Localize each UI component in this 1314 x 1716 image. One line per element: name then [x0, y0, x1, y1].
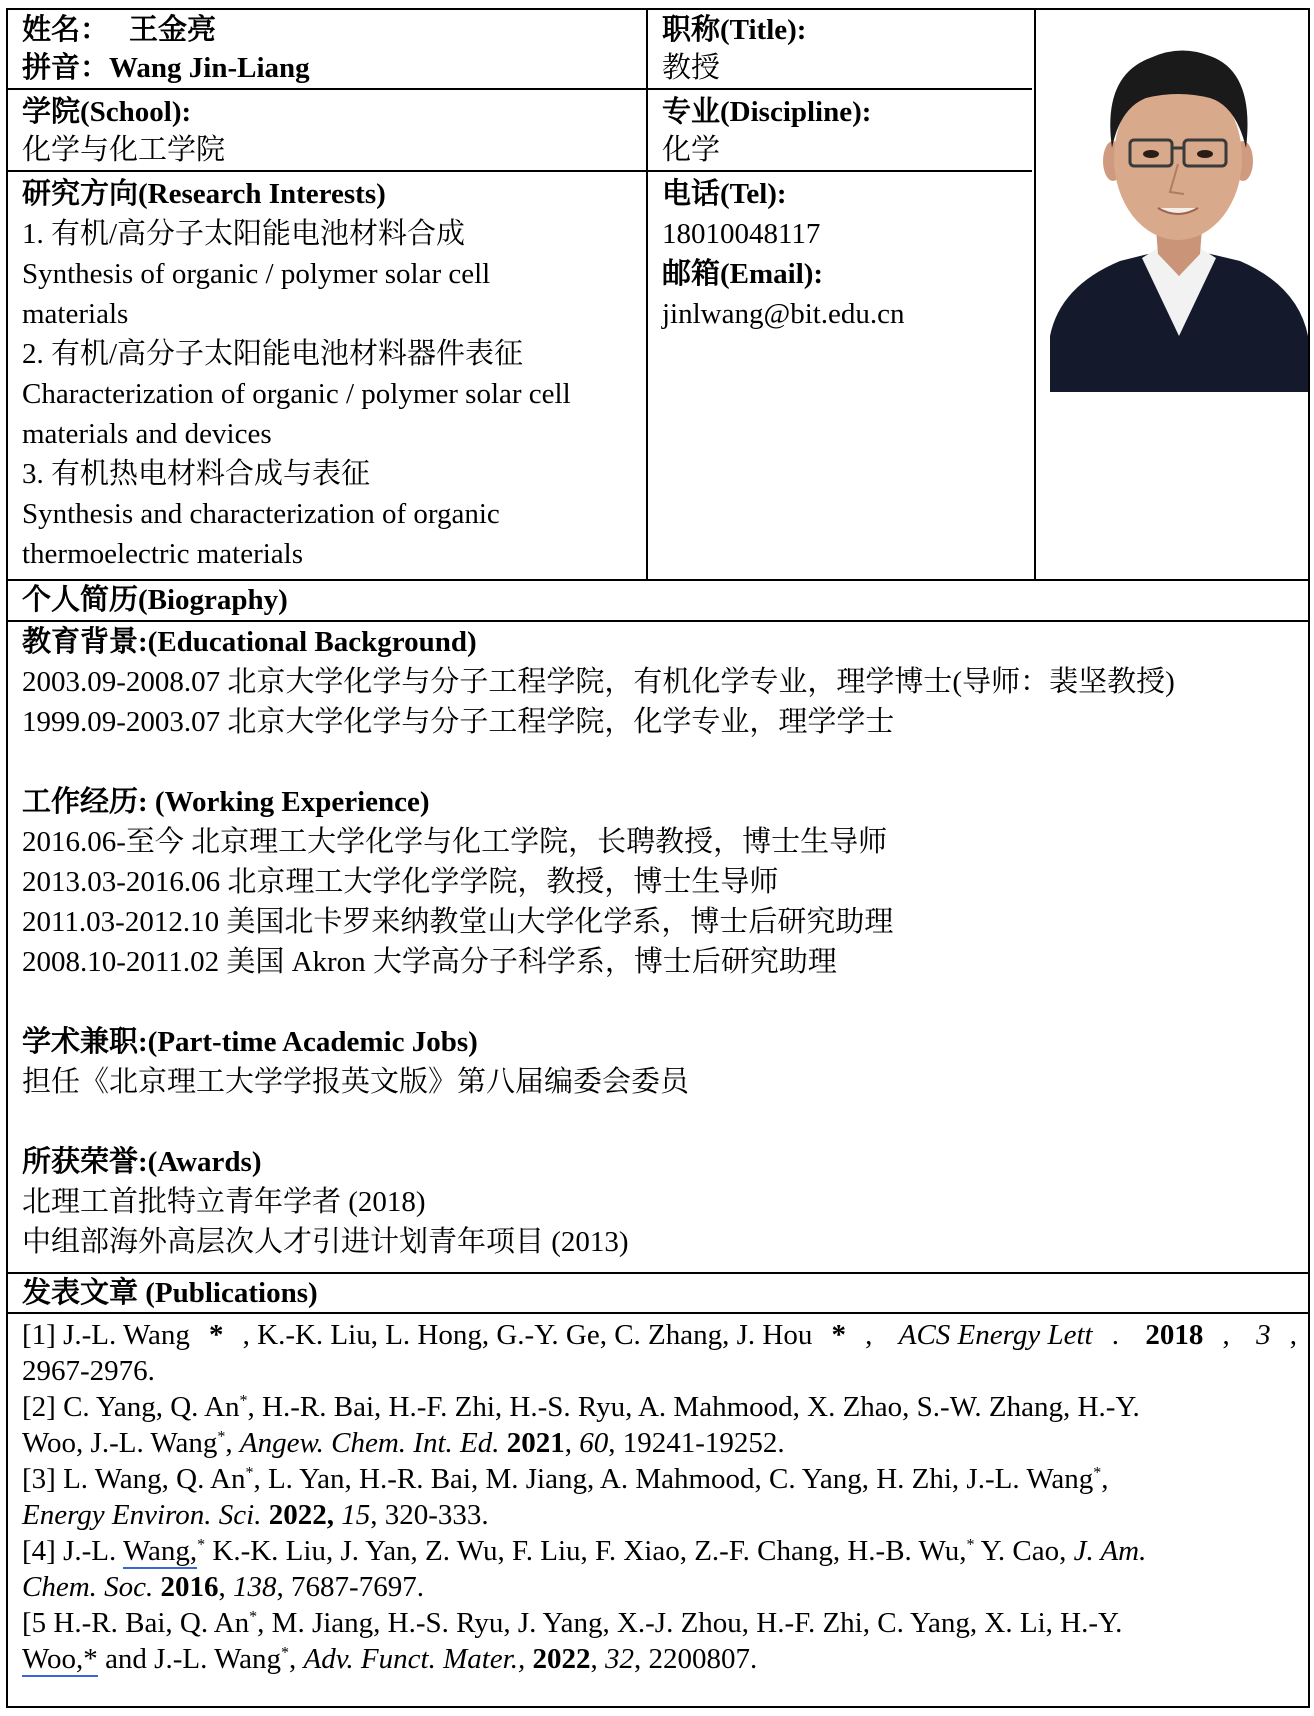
- work-heading: 工作经历: (Working Experience): [22, 786, 430, 818]
- publication-item-cont: 2967-2976.: [22, 1355, 155, 1387]
- biography-body: [22, 622, 1175, 1262]
- parttime-item: 担任《北京理工大学学报英文版》第八届编委会委员: [22, 1066, 690, 1098]
- school-label: 学院(School):: [22, 96, 192, 128]
- divider: [646, 10, 648, 579]
- work-item: 2013.03-2016.06 北京理工大学化学学院，教授，博士生导师: [22, 866, 779, 898]
- name-label: 姓名：: [22, 14, 110, 46]
- title-value: 教授: [662, 52, 721, 84]
- tel-label: 电话(Tel):: [662, 178, 787, 210]
- discipline-label: 专业(Discipline):: [662, 96, 872, 128]
- eye-left: [1143, 150, 1159, 158]
- divider: [8, 170, 1032, 172]
- pinyin-label: 拼音：: [22, 52, 110, 84]
- research-line: Characterization of organic / polymer solar cell: [22, 378, 571, 410]
- research-line: Synthesis of organic / polymer solar cell: [22, 258, 491, 290]
- research-line: Synthesis and characterization of organic: [22, 498, 500, 530]
- publication-item: [3] L. Wang, Q. An*, L. Yan, H.-R. Bai, M. Jiang, A. Mahmood, C. Yang, H. Zhi, J.-L. Wang*,: [22, 1463, 1109, 1495]
- publications-heading: 发表文章 (Publications): [22, 1277, 318, 1309]
- contact-cell: [662, 174, 905, 334]
- research-heading: 研究方向(Research Interests): [22, 178, 386, 210]
- divider: [8, 88, 1032, 90]
- email-label: 邮箱(Email):: [662, 258, 824, 290]
- work-item: 2011.03-2012.10 美国北卡罗来纳教堂山大学化学系，博士后研究助理: [22, 906, 894, 938]
- email-value[interactable]: jinlwang@bit.edu.cn: [662, 298, 905, 330]
- research-line: 1. 有机/高分子太阳能电池材料合成: [22, 218, 466, 250]
- education-heading: 教育背景:(Educational Background): [22, 626, 477, 658]
- tel-value[interactable]: 18010048117: [662, 218, 821, 250]
- title-cell: [662, 10, 806, 88]
- education-item: 2003.09-2008.07 北京大学化学与分子工程学院，有机化学专业，理学博士(导师：裴坚教授): [22, 666, 1175, 698]
- award-item: 中组部海外高层次人才引进计划青年项目 (2013): [22, 1226, 629, 1258]
- portrait-photo: [1050, 36, 1308, 392]
- research-line: 2. 有机/高分子太阳能电池材料器件表征: [22, 338, 524, 370]
- work-item: 2008.10-2011.02 美国 Akron 大学高分子科学系，博士后研究助理: [22, 946, 837, 978]
- name-value: 王金亮: [129, 14, 217, 46]
- research-cell: [22, 174, 571, 574]
- research-line: materials and devices: [22, 418, 272, 450]
- publication-item-cont: Energy Environ. Sci. 2022, 15, 320-333.: [22, 1499, 489, 1531]
- publication-item-cont: Woo, J.-L. Wang*, Angew. Chem. Int. Ed. 2021, 60, 19241-19252.: [22, 1427, 785, 1459]
- discipline-value: 化学: [662, 134, 721, 166]
- research-line: materials: [22, 298, 129, 330]
- school-cell: [22, 92, 225, 170]
- awards-heading: 所获荣誉:(Awards): [22, 1146, 262, 1178]
- pinyin-value: Wang Jin-Liang: [109, 52, 310, 84]
- portrait-illustration: [1050, 36, 1308, 392]
- school-value: 化学与化工学院: [22, 134, 226, 166]
- award-item: 北理工首批特立青年学者 (2018): [22, 1186, 426, 1218]
- research-line: thermoelectric materials: [22, 538, 303, 570]
- title-label: 职称(Title):: [662, 14, 807, 46]
- eye-right: [1197, 150, 1213, 158]
- research-line: 3. 有机热电材料合成与表征: [22, 458, 371, 490]
- biography-heading: 个人简历(Biography): [22, 584, 288, 616]
- discipline-cell: [662, 92, 871, 170]
- education-item: 1999.09-2003.07 北京大学化学与分子工程学院，化学专业，理学学士: [22, 706, 895, 738]
- parttime-heading: 学术兼职:(Part-time Academic Jobs): [22, 1026, 478, 1058]
- work-item: 2016.06-至今 北京理工大学化学与化工学院，长聘教授，博士生导师: [22, 826, 888, 858]
- publication-item: [1] J.-L. Wang * , K.-K. Liu, L. Hong, G.-Y. Ge, C. Zhang, J. Hou * , ACS Energy Lett . 2018 , 3 ,: [22, 1319, 1297, 1351]
- publication-item-cont: Chem. Soc. 2016, 138, 7687-7697.: [22, 1571, 424, 1603]
- publication-item-cont: Woo,* and J.-L. Wang*, Adv. Funct. Mater., 2022, 32, 2200807.: [22, 1643, 758, 1675]
- publication-item: [2] C. Yang, Q. An*, H.-R. Bai, H.-F. Zhi, H.-S. Ryu, A. Mahmood, X. Zhao, S.-W. Zhang, H.-Y.: [22, 1391, 1140, 1423]
- publication-item: [4] J.-L. Wang,* K.-K. Liu, J. Yan, Z. Wu, F. Liu, F. Xiao, Z.-F. Chang, H.-B. Wu,* Y. Cao, J. Am.: [22, 1535, 1147, 1567]
- name-cell: [22, 10, 310, 88]
- publication-list: [22, 1317, 1297, 1677]
- publication-item: [5 H.-R. Bai, Q. An*, M. Jiang, H.-S. Ryu, J. Yang, X.-J. Zhou, H.-F. Zhi, C. Yang, X. Li, H.-Y.: [22, 1607, 1123, 1639]
- divider: [1034, 10, 1036, 579]
